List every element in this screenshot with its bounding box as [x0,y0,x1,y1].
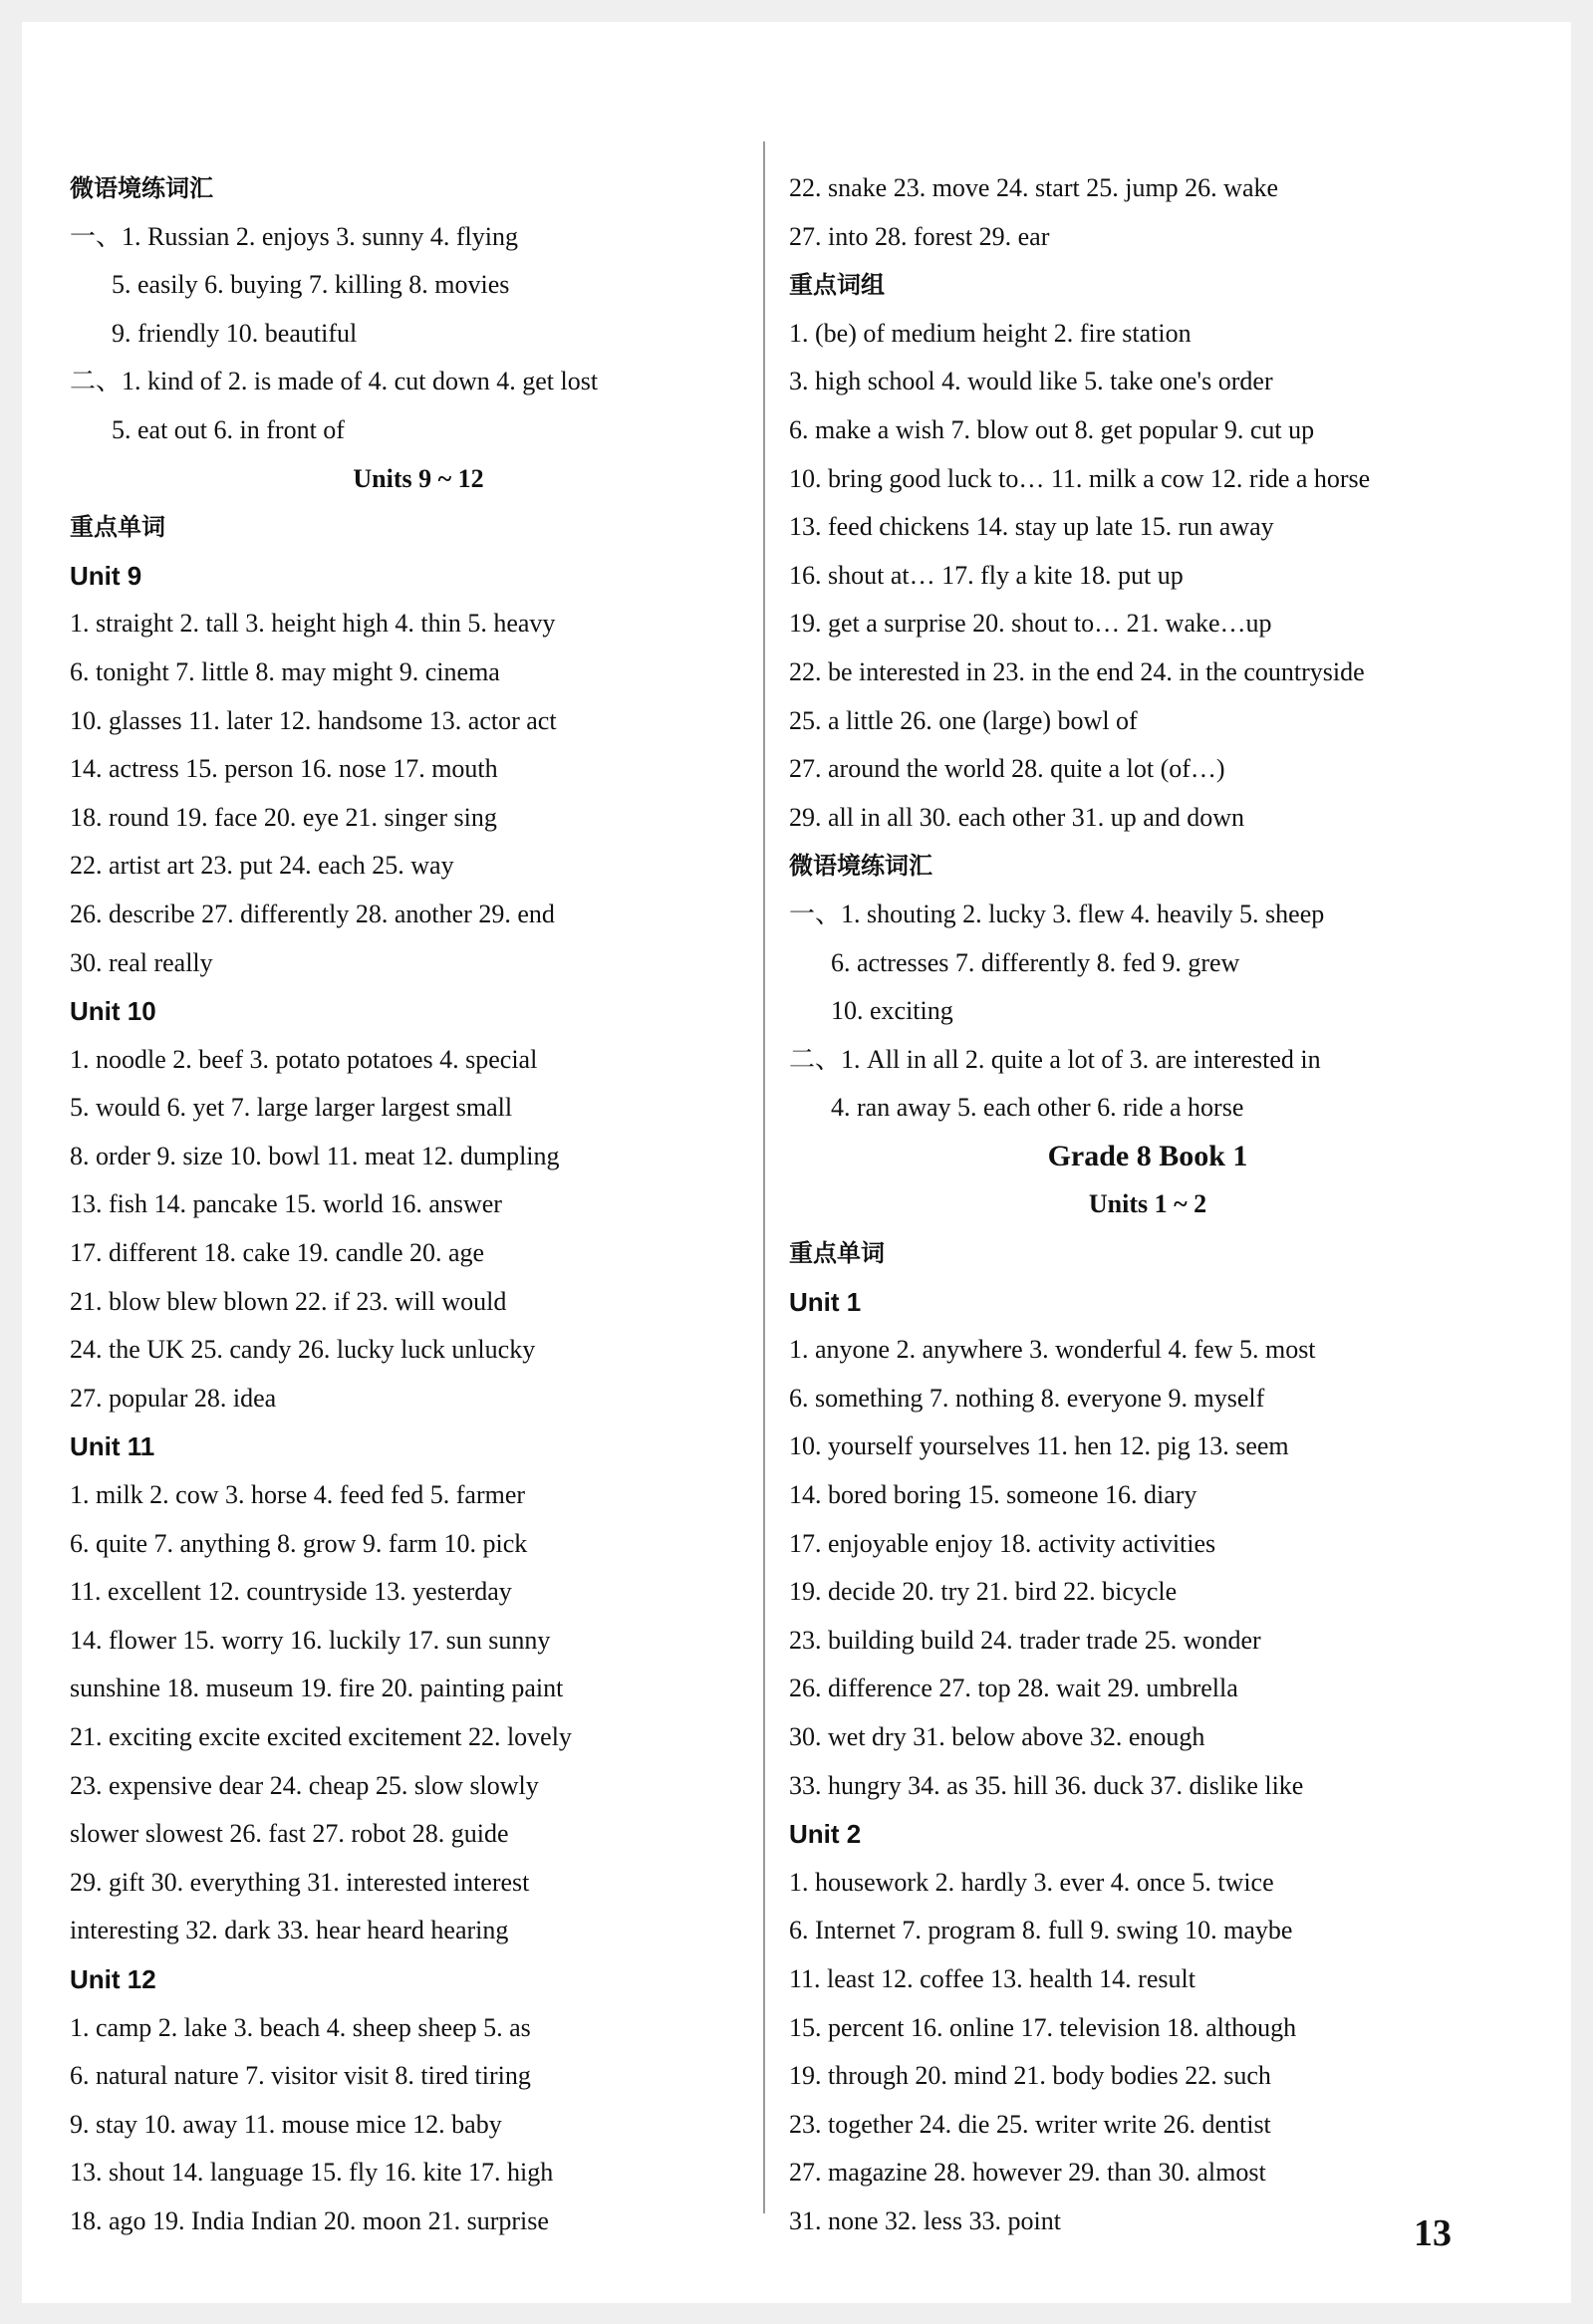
answer-line: 6. make a wish 7. blow out 8. get popular 9. cut up [789,414,1315,444]
section-heading: 重点词组 [789,271,885,300]
answer-line: 10. yourself yourselves 11. hen 12. pig 13. seem [789,1431,1289,1461]
grade-book-title: Grade 8 Book 1 [1047,1139,1248,1172]
answer-line: 6. something 7. nothing 8. everyone 9. myself [789,1383,1265,1413]
units-range-title: Units 9 ~ 12 [353,463,484,493]
answer-line: 27. into 28. forest 29. ear [789,221,1050,251]
answer-line: 18. round 19. face 20. eye 21. singer sing [70,802,497,832]
unit-heading: Unit 12 [70,1963,156,1994]
answer-line: 1. straight 2. tall 3. height high 4. thin 5. heavy [70,609,556,639]
answer-line: 1. noodle 2. beef 3. potato potatoes 4. special [70,1044,538,1074]
unit-heading: Unit 11 [70,1431,155,1462]
section-heading: 微语境练词汇 [70,174,213,202]
answer-line: 13. shout 14. language 15. fly 16. kite 17. high [70,2158,554,2188]
answer-line: 9. stay 10. away 11. mouse mice 12. baby [70,2109,502,2139]
answer-line: 9. friendly 10. beautiful [112,318,358,348]
answer-line: 27. around the world 28. quite a lot (of…) [789,754,1225,784]
page-number: 13 [1414,2212,1452,2254]
answer-line: 29. all in all 30. each other 31. up and down [789,802,1245,832]
answer-line: 6. quite 7. anything 8. grow 9. farm 10. pick [70,1528,528,1558]
answer-line: 22. artist art 23. put 24. each 25. way [70,851,454,881]
answer-line: 14. actress 15. person 16. nose 17. mouth [70,754,498,784]
answer-line: 二、1. kind of 2. is made of 4. cut down 4. get lost [70,367,599,396]
left-column [70,164,767,2246]
answer-line: 一、1. shouting 2. lucky 3. flew 4. heavily 5. sheep [789,899,1325,928]
answer-line: slower slowest 26. fast 27. robot 28. guide [70,1819,509,1849]
answer-line: 1. (be) of medium height 2. fire station [789,318,1192,348]
answer-key-page [22,22,1571,2303]
section-heading: 微语境练词汇 [789,852,932,881]
answer-line: 23. together 24. die 25. writer write 26. dentist [789,2109,1271,2139]
answer-line: 21. blow blew blown 22. if 23. will would [70,1286,507,1316]
answer-line: 3. high school 4. would like 5. take one's order [789,367,1273,396]
answer-line: 5. easily 6. buying 7. killing 8. movies [112,270,510,300]
answer-line: 10. glasses 11. later 12. handsome 13. actor act [70,705,557,735]
unit-heading: Unit 2 [789,1819,862,1850]
answer-line: 29. gift 30. everything 31. interested interest [70,1867,530,1897]
answer-line: 19. through 20. mind 21. body bodies 22. such [789,2061,1271,2091]
answer-line: 30. wet dry 31. below above 32. enough [789,1722,1205,1751]
answer-line: 31. none 32. less 33. point [789,2205,1061,2235]
answer-line: 17. enjoyable enjoy 18. activity activities [789,1528,1216,1558]
answer-line: 33. hungry 34. as 35. hill 36. duck 37. dislike like [789,1770,1304,1800]
answer-line: 24. the UK 25. candy 26. lucky luck unlucky [70,1335,536,1365]
answer-line: 一、1. Russian 2. enjoys 3. sunny 4. flying [70,221,518,251]
answer-line: 10. exciting [831,996,953,1026]
answer-line: 23. expensive dear 24. cheap 25. slow slowly [70,1770,539,1800]
answer-line: 二、1. All in all 2. quite a lot of 3. are interested in [789,1044,1321,1074]
answer-line: 21. exciting excite excited excitement 22. lovely [70,1722,572,1751]
section-heading: 重点单词 [789,1239,885,1268]
answer-line: 6. natural nature 7. visitor visit 8. tired tiring [70,2061,531,2091]
units-range-title: Units 1 ~ 2 [1088,1189,1207,1219]
answer-line: 13. fish 14. pancake 15. world 16. answer [70,1189,502,1219]
answer-line: 23. building build 24. trader trade 25. wonder [789,1625,1261,1655]
answer-line: 16. shout at… 17. fly a kite 18. put up [789,560,1184,590]
answer-line: 19. decide 20. try 21. bird 22. bicycle [789,1577,1178,1607]
answer-line: 22. snake 23. move 24. start 25. jump 26. wake [789,173,1279,202]
answer-line: 13. feed chickens 14. stay up late 15. run away [789,512,1274,542]
answer-line: 5. eat out 6. in front of [112,414,345,444]
answer-line: 6. Internet 7. program 8. full 9. swing 10. maybe [789,1916,1293,1945]
answer-line: 25. a little 26. one (large) bowl of [789,705,1138,735]
answer-line: 26. describe 27. differently 28. another 29. end [70,899,555,928]
unit-heading: Unit 1 [789,1286,862,1317]
answer-line: 18. ago 19. India Indian 20. moon 21. surprise [70,2205,549,2235]
answer-line: 30. real really [70,947,213,977]
answer-line: 11. least 12. coffee 13. health 14. result [789,1963,1195,1993]
answer-line: 19. get a surprise 20. shout to… 21. wake…up [789,609,1272,639]
answer-line: 10. bring good luck to… 11. milk a cow 12. ride a horse [789,463,1371,493]
unit-heading: Unit 9 [70,560,142,591]
right-column [789,164,1506,2246]
answer-line: 22. be interested in 23. in the end 24. in the countryside [789,656,1365,686]
section-heading: 重点单词 [70,513,165,542]
answer-line: 15. percent 16. online 17. television 18. although [789,2012,1297,2042]
answer-line: 14. flower 15. worry 16. luckily 17. sun sunny [70,1625,551,1655]
answer-line: 5. would 6. yet 7. large larger largest small [70,1093,513,1123]
answer-line: 27. popular 28. idea [70,1383,277,1413]
answer-line: 8. order 9. size 10. bowl 11. meat 12. dumpling [70,1141,560,1170]
answer-line: 11. excellent 12. countryside 13. yesterday [70,1577,512,1607]
answer-line: interesting 32. dark 33. hear heard hearing [70,1916,509,1945]
answer-line: 1. anyone 2. anywhere 3. wonderful 4. few 5. most [789,1335,1316,1365]
answer-line: 27. magazine 28. however 29. than 30. almost [789,2158,1266,2188]
answer-line: 6. tonight 7. little 8. may might 9. cinema [70,656,500,686]
answer-line: 4. ran away 5. each other 6. ride a horse [831,1093,1244,1123]
answer-line: 26. difference 27. top 28. wait 29. umbrella [789,1674,1238,1703]
answer-line: 17. different 18. cake 19. candle 20. age [70,1238,485,1268]
unit-heading: Unit 10 [70,996,156,1027]
answer-line: 1. milk 2. cow 3. horse 4. feed fed 5. farmer [70,1480,526,1510]
answer-line: 14. bored boring 15. someone 16. diary [789,1480,1197,1510]
answer-line: 6. actresses 7. differently 8. fed 9. grew [831,947,1240,977]
answer-line: sunshine 18. museum 19. fire 20. painting paint [70,1674,564,1703]
answer-line: 1. camp 2. lake 3. beach 4. sheep sheep 5. as [70,2012,531,2042]
answer-line: 1. housework 2. hardly 3. ever 4. once 5. twice [789,1867,1274,1897]
